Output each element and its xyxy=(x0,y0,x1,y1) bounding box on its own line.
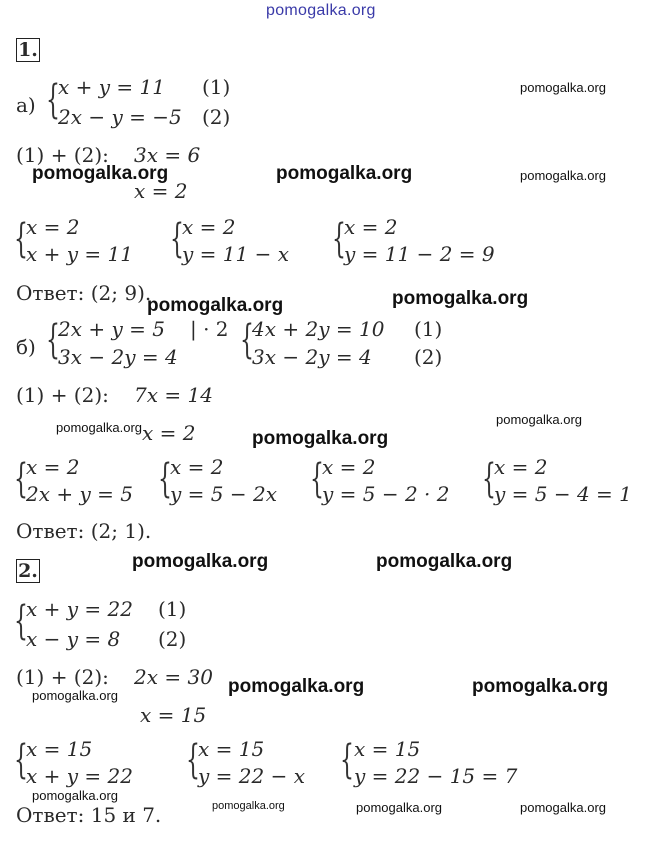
site-watermark-header[interactable]: pomogalka.org xyxy=(266,2,376,19)
part-a-s3-line1: x = 2 xyxy=(344,215,398,239)
part-b-s4-line2: y = 5 − 4 = 1 xyxy=(494,482,632,506)
watermark: pomogalka.org xyxy=(32,163,169,184)
part-a-tag2: (2) xyxy=(202,105,231,129)
watermark: pomogalka.org xyxy=(56,420,142,435)
part-b-sum-label: (1) + (2): xyxy=(16,383,109,407)
part-a-sum-label: (1) + (2): xyxy=(16,143,109,167)
part-b-s3-line2: y = 5 − 2 · 2 xyxy=(322,482,450,506)
brace-icon: { xyxy=(14,598,28,644)
watermark: pomogalka.org xyxy=(356,800,442,815)
watermark: pomogalka.org xyxy=(212,800,285,812)
part-b-eq1-scaled: 4x + 2y = 10 xyxy=(252,317,385,341)
task-2-number: 2. xyxy=(16,559,40,583)
part-a-tag1: (1) xyxy=(202,75,231,99)
part-b-s1-line2: 2x + y = 5 xyxy=(26,482,133,506)
brace-icon: { xyxy=(186,737,200,783)
brace-icon: { xyxy=(240,317,254,363)
task2-sum-label: (1) + (2): xyxy=(16,665,109,689)
brace-icon: { xyxy=(46,317,60,363)
brace-icon: { xyxy=(482,456,496,502)
watermark: pomogalka.org xyxy=(520,800,606,815)
part-b-eq2-copy: 3x − 2y = 4 xyxy=(252,345,372,369)
part-a-s2-line2: y = 11 − x xyxy=(182,242,289,266)
part-b-multiplier: | · 2 xyxy=(190,317,229,341)
part-b-s2-line2: y = 5 − 2x xyxy=(170,482,277,506)
part-b-s2-line1: x = 2 xyxy=(170,455,224,479)
part-b-s1-line1: x = 2 xyxy=(26,455,80,479)
task2-eq1: x + y = 22 xyxy=(26,597,133,621)
part-b-eq2: 3x − 2y = 4 xyxy=(58,345,178,369)
part-a-eq2: 2x − y = −5 xyxy=(58,105,182,129)
brace-icon: { xyxy=(14,456,28,502)
part-a-sum-eq: 3x = 6 xyxy=(134,143,201,167)
task2-s3-line2: y = 22 − 15 = 7 xyxy=(354,764,518,788)
watermark: pomogalka.org xyxy=(392,288,529,309)
watermark: pomogalka.org xyxy=(252,428,389,449)
watermark: pomogalka.org xyxy=(276,163,413,184)
watermark: pomogalka.org xyxy=(520,168,606,183)
part-a-s1-line2: x + y = 11 xyxy=(26,242,133,266)
task2-s1-line1: x = 15 xyxy=(26,737,93,761)
task2-s2-line2: y = 22 − x xyxy=(198,764,305,788)
task2-s3-line1: x = 15 xyxy=(354,737,421,761)
part-a-answer: Ответ: (2; 9). xyxy=(16,281,152,305)
part-a-s2-line1: x = 2 xyxy=(182,215,236,239)
task2-x-value: x = 15 xyxy=(140,703,207,727)
watermark: pomogalka.org xyxy=(520,80,606,95)
task-1-number: 1. xyxy=(16,38,40,62)
brace-icon: { xyxy=(332,216,346,262)
brace-icon: { xyxy=(46,77,60,123)
part-b-s4-line1: x = 2 xyxy=(494,455,548,479)
part-b-s3-line1: x = 2 xyxy=(322,455,376,479)
task2-s1-line2: x + y = 22 xyxy=(26,764,133,788)
task2-tag2: (2) xyxy=(158,627,187,651)
brace-icon: { xyxy=(310,456,324,502)
watermark: pomogalka.org xyxy=(132,551,269,572)
brace-icon: { xyxy=(14,737,28,783)
task2-answer: Ответ: 15 и 7. xyxy=(16,803,162,827)
part-b-eq1: 2x + y = 5 xyxy=(58,317,165,341)
watermark: pomogalka.org xyxy=(496,412,582,427)
watermark: pomogalka.org xyxy=(147,295,284,316)
part-b-answer: Ответ: (2; 1). xyxy=(16,519,152,543)
part-a-x-value: x = 2 xyxy=(134,179,188,203)
task2-s2-line1: x = 15 xyxy=(198,737,265,761)
brace-icon: { xyxy=(340,737,354,783)
task2-sum-eq: 2x = 30 xyxy=(134,665,213,689)
watermark: pomogalka.org xyxy=(376,551,513,572)
part-a-s1-line1: x = 2 xyxy=(26,215,80,239)
part-a-s3-line2: y = 11 − 2 = 9 xyxy=(344,242,495,266)
task2-eq2: x − y = 8 xyxy=(26,627,121,651)
part-b-tag1: (1) xyxy=(414,317,443,341)
part-b-label: б) xyxy=(16,335,36,359)
watermark: pomogalka.org xyxy=(228,676,365,697)
watermark: pomogalka.org xyxy=(32,688,118,703)
brace-icon: { xyxy=(170,216,184,262)
part-b-x-value: x = 2 xyxy=(142,421,196,445)
brace-icon: { xyxy=(158,456,172,502)
part-a-eq1: x + y = 11 xyxy=(58,75,165,99)
task2-tag1: (1) xyxy=(158,597,187,621)
watermark: pomogalka.org xyxy=(472,676,609,697)
part-b-sum-eq: 7x = 14 xyxy=(134,383,213,407)
part-a-label: а) xyxy=(16,93,36,117)
brace-icon: { xyxy=(14,216,28,262)
part-b-tag2: (2) xyxy=(414,345,443,369)
watermark: pomogalka.org xyxy=(32,788,118,803)
